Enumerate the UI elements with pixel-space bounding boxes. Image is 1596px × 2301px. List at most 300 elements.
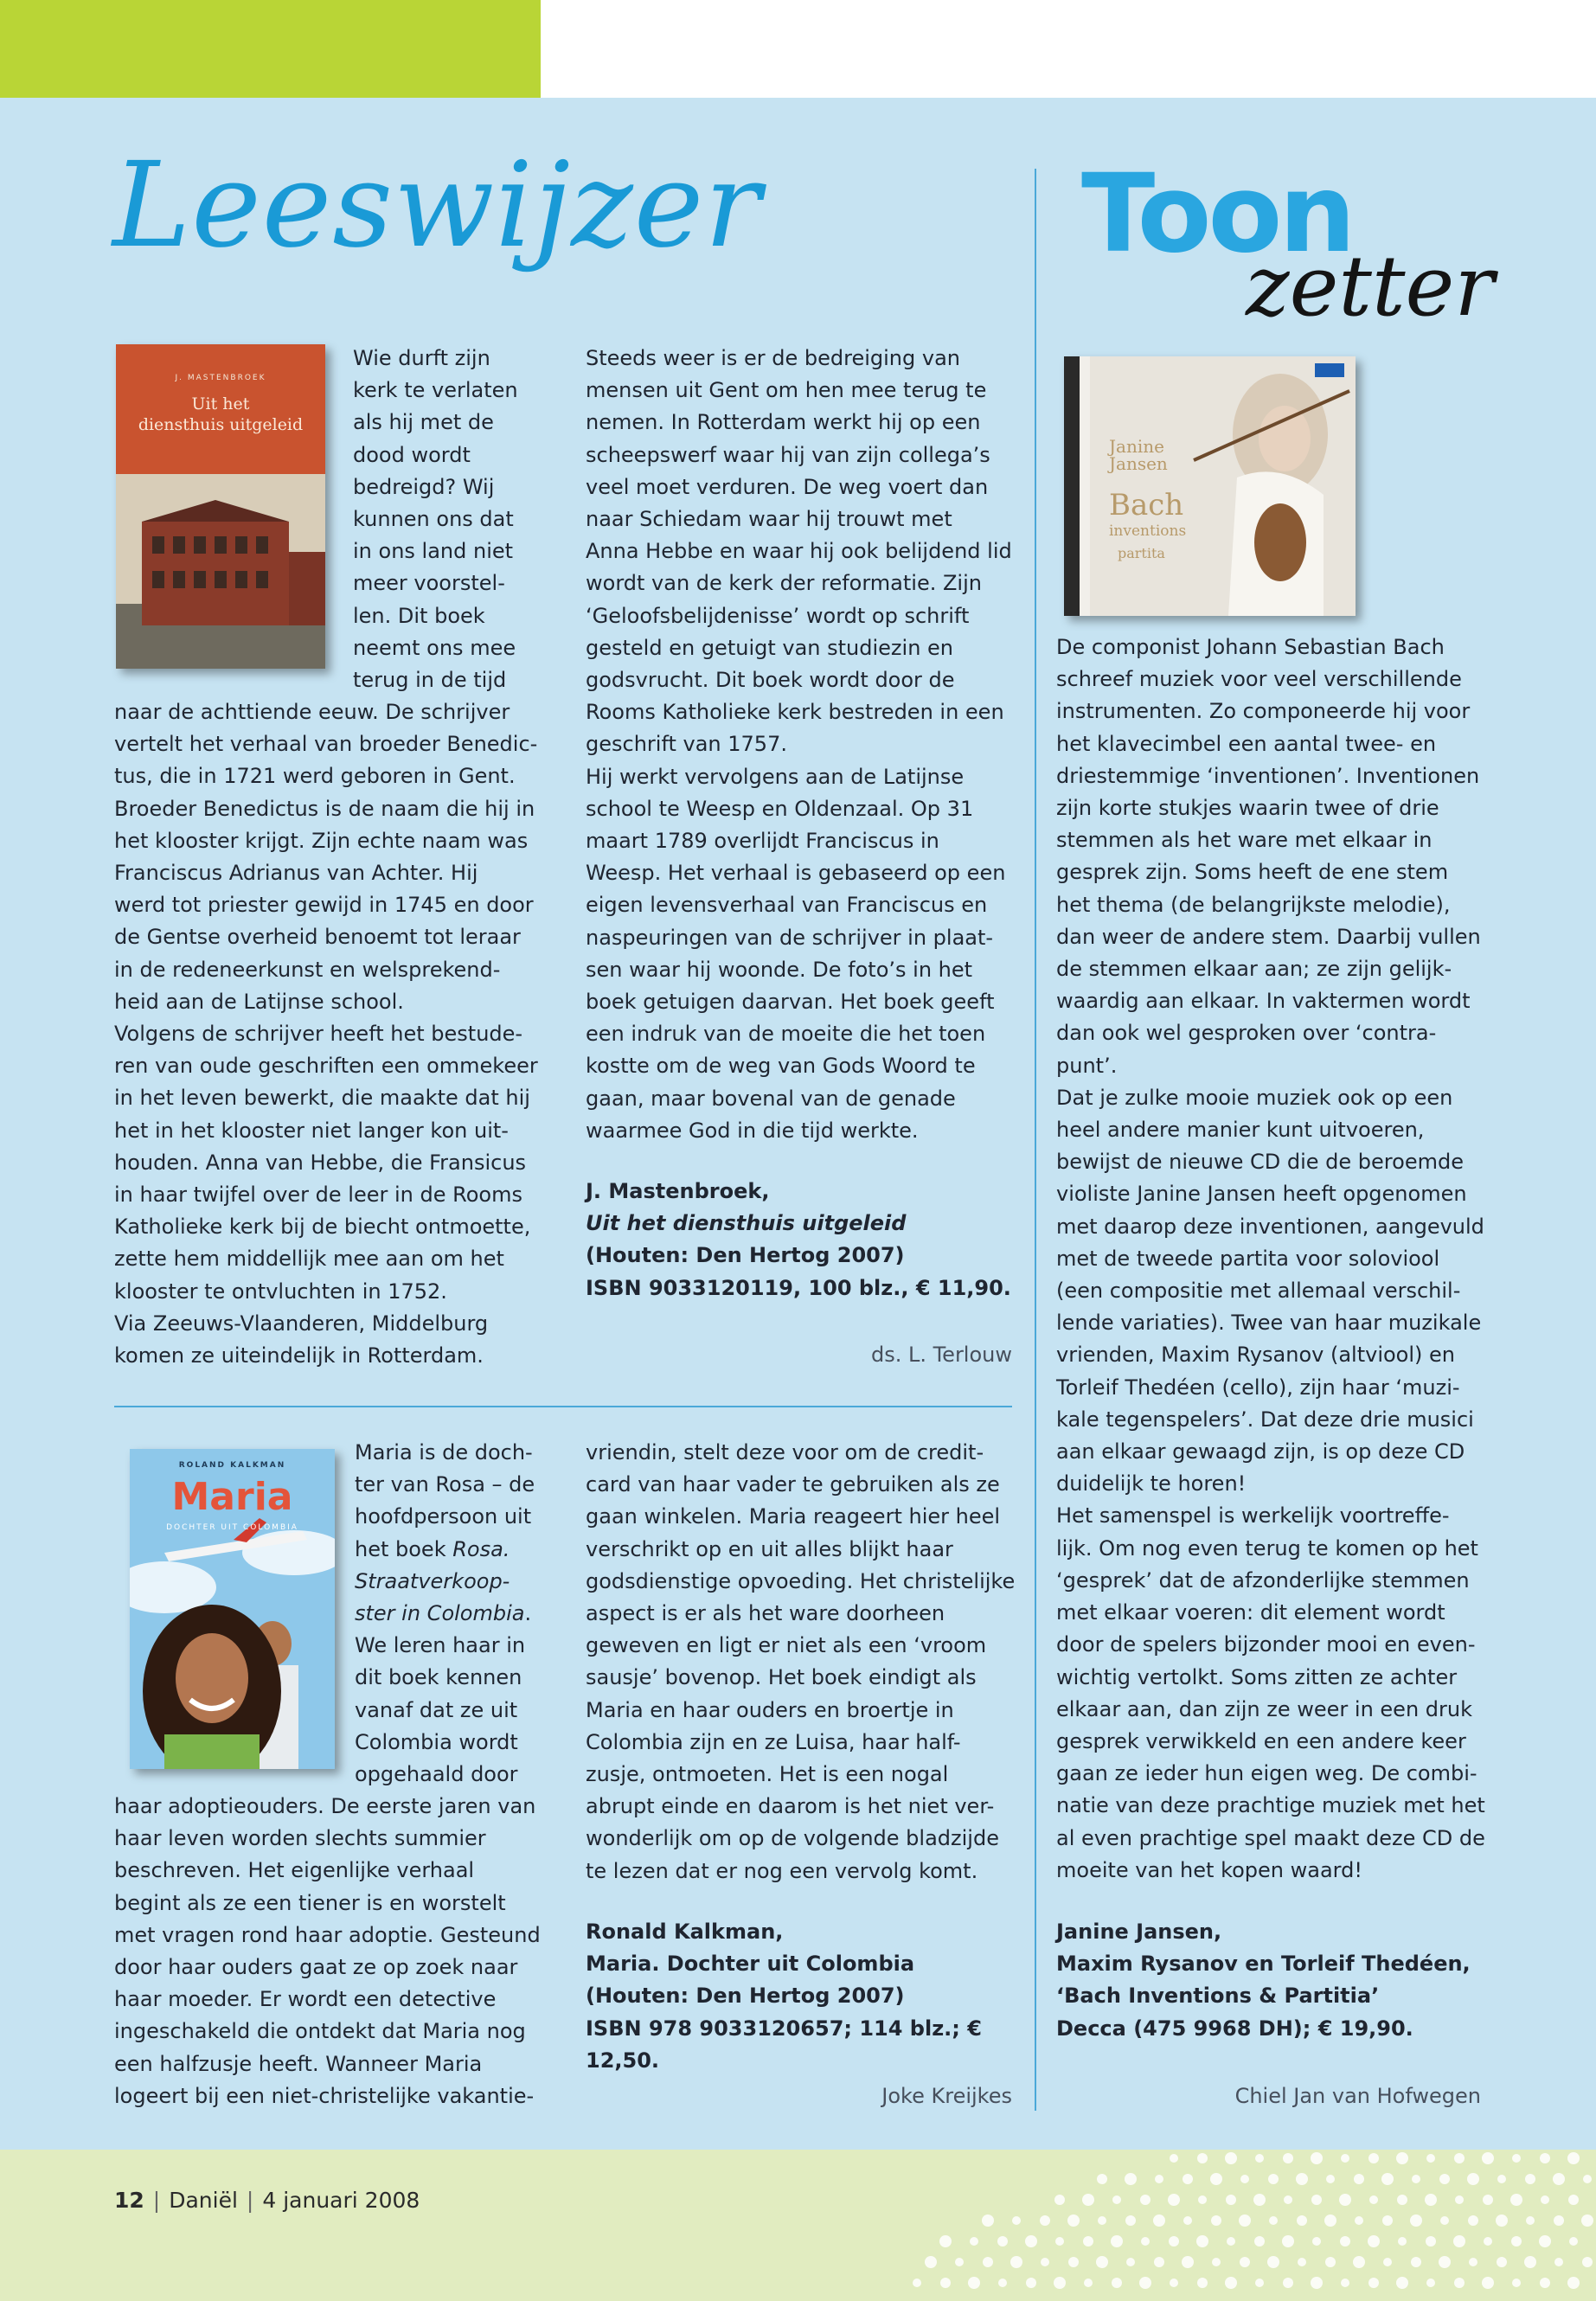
text-line: Colombia wordt	[355, 1729, 518, 1754]
decorative-dot	[1354, 2174, 1364, 2184]
decorative-dot	[997, 2236, 1008, 2247]
text-line: (een compositie met allemaal verschil-	[1056, 1279, 1461, 1304]
text-line: geweven en ligt er niet als een ‘vroom	[586, 1633, 987, 1658]
decorative-dot	[1396, 2277, 1408, 2289]
decorative-dot	[1540, 2153, 1550, 2163]
text-line: gaan ze ieder hun eigen weg. De combi-	[1056, 1761, 1477, 1786]
decorative-dot	[983, 2257, 993, 2267]
decorative-dot	[1353, 2256, 1365, 2268]
text-line: gesprek zijn. Soms heeft de ene stem	[1056, 860, 1449, 885]
decorative-dot	[1541, 2195, 1549, 2204]
text-line: al even prachtige spel maakt deze CD de	[1056, 1825, 1485, 1850]
decorative-dot	[1454, 2153, 1465, 2163]
text-line: verschrikt op en uit alles blijkt haar	[586, 1536, 953, 1561]
text-line: vrienden, Maxim Rysanov (altviool) en	[1056, 1343, 1456, 1368]
decorative-dot	[1382, 2215, 1393, 2226]
decorative-dot	[998, 2279, 1007, 2287]
top-bar-green	[0, 0, 541, 98]
text-fragment: .	[524, 1601, 532, 1626]
decorative-dot	[1097, 2174, 1107, 2184]
cd-cover-bach	[1064, 356, 1356, 616]
text-line: card van haar vader te gebruiken als ze	[586, 1472, 1000, 1497]
credit-author: Ronald Kalkman,	[586, 1920, 784, 1944]
cd-artist-line1: Janine	[1109, 436, 1164, 457]
text-line: duidelijk te horen!	[1056, 1471, 1247, 1497]
cover-title-line2: diensthuis uitgeleid	[138, 415, 304, 434]
decorative-dot	[1283, 2153, 1293, 2163]
decorative-dot	[1326, 2175, 1335, 2183]
text-line: aspect is er als het ware doorheen	[586, 1601, 945, 1626]
decorative-dot	[1582, 2257, 1593, 2267]
credit-publisher: (Houten: Den Hertog 2007)	[586, 1984, 905, 2009]
decorative-dot	[1098, 2216, 1106, 2225]
decorative-dot	[1196, 2235, 1208, 2247]
text-line: maart 1789 overlijdt Franciscus in	[586, 829, 939, 854]
decorative-dot	[1297, 2215, 1307, 2226]
text-line: school te Weesp en Oldenzaal. Op 31	[586, 796, 974, 821]
decorative-dot	[1254, 2236, 1265, 2247]
text-line: stemmen als het ware met elkaar in	[1056, 828, 1433, 853]
decorative-dot	[1268, 2174, 1279, 2184]
decorative-dot	[1112, 2195, 1121, 2204]
decorative-dot	[1340, 2236, 1350, 2247]
text-line: Het samenspel is werkelijk voortreffe-	[1056, 1503, 1450, 1529]
decorative-dot	[1240, 2257, 1250, 2267]
text-line: bewijst de nieuwe CD die de beroemde	[1056, 1150, 1464, 1175]
text-line: Torleif Thedéen (cello), zijn haar ‘muzi-	[1056, 1375, 1460, 1400]
decorative-dot	[1426, 2279, 1435, 2287]
decorative-dot	[1170, 2154, 1178, 2163]
text-line: ‘gesprek’ dat de afzonderlijke stemmen	[1056, 1567, 1470, 1593]
text-line: een halfzusje heeft. Wanneer Maria	[114, 2051, 483, 2076]
logo-word-toon: Toon	[1081, 151, 1353, 277]
text-line: Rooms Katholieke kerk bestreden in een	[586, 700, 1004, 725]
decorative-dot	[1524, 2256, 1536, 2268]
decorative-dot	[1540, 2278, 1550, 2288]
text-line: Volgens de schrijver heeft het bestude-	[114, 1022, 523, 1047]
text-line: werd tot priester gewijd in 1745 en door	[114, 893, 534, 918]
decorative-dot	[1141, 2237, 1150, 2246]
review3-credit	[1056, 1916, 1489, 2045]
decorative-dot	[1482, 2277, 1494, 2289]
credit-artist: Janine Jansen,	[1056, 1920, 1222, 1944]
text-line: scheepswerf waar hij van zijn collega’s	[586, 442, 990, 467]
decorative-dot	[1554, 2258, 1563, 2266]
column-divider	[1035, 169, 1036, 2111]
credit-label: Decca (475 9968 DH); € 19,90.	[1056, 2016, 1413, 2041]
text-line: het in het klooster niet langer kon uit-	[114, 1118, 509, 1143]
decorative-dot	[1467, 2173, 1479, 2185]
decorative-dot	[1239, 2214, 1251, 2227]
logo-word-zetter: zetter	[1246, 238, 1495, 335]
decorative-dot	[913, 2279, 921, 2287]
text-line: Maria en haar ouders en broertje in	[586, 1697, 954, 1722]
footer-separator: |	[152, 2188, 161, 2213]
review1-col2-text	[586, 343, 1018, 1147]
decorative-dot	[1381, 2173, 1394, 2185]
text-line: mensen uit Gent om hen mee terug te	[586, 378, 987, 403]
decorative-dot	[1210, 2173, 1222, 2185]
decorative-dot	[955, 2258, 964, 2266]
text-line: beschreven. Het eigenlijke verhaal	[114, 1858, 475, 1883]
cover-author: J. MASTENBROEK	[175, 374, 266, 382]
decorative-dot	[1054, 2277, 1066, 2289]
decorative-dot	[1567, 2152, 1580, 2164]
decorative-dot	[1369, 2195, 1378, 2204]
decorative-dot	[1055, 2237, 1064, 2246]
decorative-dot	[1439, 2256, 1451, 2268]
text-line: Franciscus Adrianus van Achter. Hij	[114, 861, 478, 886]
text-line: terug in de tijd	[353, 668, 507, 693]
text-line	[355, 1598, 554, 1630]
text-line: violiste Janine Jansen heeft opgenomen	[1056, 1182, 1467, 1207]
text-line: met daarop deze inventionen, aangevuld	[1056, 1214, 1484, 1239]
text-line: naar de achttiende eeuw. De schrijver	[114, 700, 510, 724]
decorative-dot	[1269, 2216, 1278, 2225]
decorative-dot	[1139, 2277, 1151, 2289]
decorative-dot	[1511, 2236, 1522, 2247]
footer-separator: |	[246, 2188, 254, 2213]
text-line: lende variaties). Twee van haar muzikale	[1056, 1311, 1482, 1336]
text-line: meer voorstel-	[353, 571, 505, 596]
text-line: in haar twijfel over de leer in de Rooms	[114, 1183, 522, 1208]
decorative-dot	[1255, 2154, 1264, 2163]
text-line: wichtig vertolkt. Soms zitten ze achter	[1056, 1664, 1458, 1689]
cd-title-inventions: inventions	[1109, 522, 1187, 540]
decorative-dot	[1324, 2214, 1336, 2227]
decorative-dot	[1355, 2216, 1363, 2225]
text-line: opgehaald door	[355, 1762, 518, 1787]
text-line: wonderlijk om op de volgende bladzijde	[586, 1826, 999, 1851]
text-line: te lezen dat er nog een vervolg komt.	[586, 1858, 978, 1883]
text-line: klooster te ontvluchten in 1752.	[114, 1279, 447, 1304]
text-line: vertelt het verhaal van broeder Benedic-	[114, 732, 538, 757]
decorative-dot	[1155, 2175, 1163, 2183]
text-line: met elkaar voeren: dit element wordt	[1056, 1600, 1445, 1625]
text-line: sen waar hij woonde. De foto’s in het	[586, 957, 973, 982]
decorative-dot	[1453, 2235, 1465, 2247]
decorative-dot	[1240, 2175, 1249, 2183]
text-line: sausje’ bovenop. Het boek eindigt als	[586, 1665, 977, 1690]
text-line: door de spelers bijzonder mooi en even-	[1056, 1632, 1476, 1657]
text-line: de stemmen elkaar aan; ze zijn gelijk-	[1056, 957, 1452, 982]
decorative-dot	[1482, 2152, 1494, 2164]
text-line: ren van oude geschriften een ommekeer	[114, 1054, 538, 1079]
text-line: neemt ons mee	[353, 635, 516, 660]
text-line: geschrift van 1757.	[586, 732, 787, 757]
section-divider	[114, 1406, 1012, 1407]
decorative-dot	[1225, 2152, 1237, 2164]
text-line: nemen. In Rotterdam werkt hij op een	[586, 410, 981, 435]
decorative-dot	[1553, 2173, 1565, 2185]
text-line: haar moeder. Er wordt een detective	[114, 1987, 497, 2012]
decorative-dot	[1067, 2214, 1080, 2227]
book-cover-diensthuis	[116, 344, 325, 669]
text-line: Hij werkt vervolgens aan de Latijnse	[586, 764, 965, 789]
decorative-dot	[1311, 2152, 1323, 2164]
review2-credit	[586, 1916, 1018, 2077]
decorative-dot	[1468, 2215, 1478, 2226]
text-line: waardig aan elkaar. In vaktermen wordt	[1056, 989, 1471, 1014]
review1-signature: ds. L. Terlouw	[870, 1343, 1012, 1367]
decorative-dot	[1397, 2195, 1407, 2205]
text-line: schreef muziek voor veel verschillende	[1056, 667, 1462, 692]
decorative-dot	[1084, 2279, 1093, 2287]
decorative-dot	[1484, 2237, 1492, 2246]
decorative-dot	[1197, 2278, 1208, 2288]
text-line: lijk. Om nog even terug te komen op het	[1056, 1535, 1478, 1561]
decorative-dot	[1125, 2173, 1137, 2185]
text-line: dan ook wel gesproken over ‘contra-	[1056, 1021, 1437, 1046]
decorative-dot	[1041, 2258, 1049, 2266]
text-line: kerk te verlaten	[353, 378, 518, 403]
decorative-dot	[1255, 2279, 1264, 2287]
text-line: begint als ze een tiener is en worstelt	[114, 1890, 506, 1915]
decorative-dot	[1469, 2258, 1477, 2266]
decorative-dot	[1568, 2195, 1579, 2205]
decorative-dot	[1567, 2277, 1580, 2289]
text-line: aan elkaar gewaagd zijn, is op deze CD	[1056, 1439, 1465, 1465]
review3-col3-text	[1056, 631, 1489, 1887]
page-number: 12	[114, 2188, 144, 2213]
text-line: zijn korte stukjes waarin twee of drie	[1056, 796, 1439, 821]
decorative-dot	[1426, 2236, 1436, 2247]
cd-cover-illustration	[1064, 356, 1356, 616]
text-line: als hij met de	[353, 410, 494, 435]
text-line: Colombia zijn en ze Luisa, haar half-	[586, 1729, 961, 1754]
decorative-dot	[940, 2278, 951, 2288]
decorative-dot	[1497, 2257, 1507, 2267]
text-line: eigen levensverhaal van Franciscus en	[586, 893, 988, 918]
text-line: bedreigd? Wij	[353, 474, 495, 499]
credit-title: ‘Bach Inventions & Partitia’	[1056, 1984, 1380, 2009]
decorative-dot	[1068, 2257, 1079, 2267]
text-line: haar leven worden slechts summier	[114, 1826, 486, 1851]
decorative-dot	[1083, 2236, 1093, 2247]
credit-isbn: ISBN 9033120119, 100 blz., € 11,90.	[586, 1275, 1011, 1300]
decorative-dot	[1183, 2216, 1192, 2225]
decorative-dot	[1054, 2195, 1065, 2205]
text-line: gesprek verwikkeld en een andere keer	[1056, 1728, 1466, 1753]
text-line: de Gentse overheid benoemt tot leraar	[114, 925, 521, 950]
text-line: Weesp. Het verhaal is gebaseerd op een	[586, 861, 1006, 886]
text-line: elkaar aan, dan zijn ze weer in een druk	[1056, 1696, 1472, 1721]
decorative-dot	[1282, 2235, 1294, 2247]
decorative-dot	[1212, 2258, 1221, 2266]
text-line: len. Dit boek	[353, 603, 485, 628]
text-line: door haar ouders gaat ze op zoek naar	[114, 1955, 518, 1980]
text-line: De componist Johann Sebastian Bach	[1056, 635, 1445, 659]
text-line: vanaf dat ze uit	[355, 1697, 518, 1722]
decorative-dot	[1396, 2152, 1408, 2164]
decorative-dot	[1583, 2175, 1592, 2183]
text-line: natie van deze prachtige muziek met het	[1056, 1793, 1485, 1818]
text-line: tus, die in 1721 werd geboren in Gent.	[114, 764, 516, 789]
decorative-dot	[1025, 2235, 1037, 2247]
text-line: ingeschakeld die ontdekt dat Maria nog	[114, 2019, 526, 2044]
decorative-dot	[1154, 2257, 1164, 2267]
text-line: moeite van het kopen waard!	[1056, 1857, 1362, 1882]
decorative-dot	[1096, 2256, 1108, 2268]
text-line: zette hem middellijk mee aan om het	[114, 1247, 504, 1272]
text-line: godsdienstige opvoeding. Het christelijke	[586, 1568, 1016, 1593]
decorative-dot	[1512, 2154, 1521, 2163]
decorative-dot	[1325, 2257, 1336, 2267]
book-title-fragment: Straatverkoop-	[355, 1568, 510, 1593]
text-line: logeert bij een niet-christelijke vakantie-	[114, 2083, 535, 2108]
text-line: gesteld en getuigt van studiezin en	[586, 635, 954, 660]
decorative-dot	[1082, 2194, 1094, 2206]
text-line: ter van Rosa – de	[355, 1472, 535, 1497]
text-line: instrumenten. Zo componeerde hij voor	[1056, 699, 1471, 724]
text-line: punt’.	[1056, 1053, 1118, 1078]
decorative-dot	[1140, 2195, 1151, 2205]
decorative-dot	[1111, 2235, 1123, 2247]
text-line: Broeder Benedictus is de naam die hij in	[114, 796, 535, 821]
text-line: met vragen rond haar adoptie. Gesteund	[114, 1922, 541, 1947]
review3-signature: Chiel Jan van Hofwegen	[1234, 2084, 1481, 2108]
text-line: wordt van de kerk der reformatie. Zijn	[586, 571, 982, 596]
decorative-dot	[1253, 2194, 1266, 2206]
decorative-dot	[1412, 2175, 1420, 2183]
decorative-dot	[925, 2256, 937, 2268]
decorative-dot	[1411, 2257, 1421, 2267]
decorative-dot	[1525, 2174, 1535, 2184]
text-line: zusje, ontmoeten. Het is een nogal	[586, 1762, 949, 1787]
decorative-dot	[1398, 2237, 1407, 2246]
credit-performers: Maxim Rysanov en Torleif Thedéen,	[1056, 1952, 1471, 1977]
decorative-dot	[1267, 2256, 1279, 2268]
decorative-dot	[1284, 2195, 1292, 2204]
decorative-dot	[1510, 2194, 1522, 2206]
text-line: driestemmige ‘inventionen’. Inventionen	[1056, 763, 1480, 788]
credit-title: Maria. Dochter uit Colombia	[586, 1952, 915, 1977]
decorative-dot	[1183, 2174, 1193, 2184]
text-line: het thema (de belangrijkste melodie),	[1056, 892, 1451, 917]
decorative-dot	[1211, 2215, 1221, 2226]
cover-title: Maria	[171, 1475, 293, 1519]
decorative-dot	[1153, 2214, 1165, 2227]
decorative-dot	[970, 2237, 978, 2246]
decorative-dot	[982, 2214, 994, 2227]
text-line: in de redeneerkunst en welsprekend-	[114, 957, 501, 982]
text-line: Maria is de doch-	[355, 1440, 533, 1465]
decorative-dot	[1040, 2215, 1050, 2226]
text-line: kale tegenspelers’. Dat deze drie musici	[1056, 1407, 1474, 1432]
decorative-dot	[1170, 2279, 1178, 2287]
decorative-dot	[1440, 2216, 1449, 2225]
text-line	[355, 1534, 554, 1566]
decorative-dot	[1483, 2195, 1493, 2205]
text-line: heid aan de Latijnse school.	[114, 989, 404, 1014]
decorative-dot	[1341, 2154, 1349, 2163]
text-line: Wie durft zijn	[353, 346, 490, 370]
decorative-dot	[1125, 2215, 1136, 2226]
credit-author: J. Mastenbroek,	[586, 1179, 770, 1203]
decorative-dot	[1569, 2237, 1578, 2246]
text-line: dit boek kennen	[355, 1665, 522, 1690]
text-line: kostte om de weg van Gods Woord te	[586, 1054, 976, 1079]
review2-signature: Joke Kreijkes	[881, 2084, 1012, 2108]
text-line: boek getuigen daarvan. Het boek geeft	[586, 990, 995, 1015]
decorative-dot	[1554, 2215, 1564, 2226]
review1-credit	[586, 1176, 1018, 1304]
cd-title-bach: Bach	[1109, 488, 1184, 522]
text-line: vriendin, stelt deze voor om de credit-	[586, 1440, 984, 1465]
decorative-dot	[1169, 2236, 1179, 2247]
decorative-dot	[1197, 2153, 1208, 2163]
text-line: waarmee God in die tijd werkte.	[586, 1118, 919, 1143]
decorative-dot	[1339, 2194, 1351, 2206]
decorative-dot	[1496, 2214, 1508, 2227]
credit-isbn: ISBN 978 9033120657; 114 blz.; € 12,50.	[586, 2016, 982, 2073]
text-line: komen ze uiteindelijk in Rotterdam.	[114, 1343, 484, 1368]
decorative-dot	[939, 2235, 952, 2247]
decorative-dot	[1341, 2279, 1349, 2287]
decorative-dot	[1368, 2153, 1379, 2163]
decorative-dot	[1226, 2195, 1236, 2205]
decorative-dot	[1198, 2195, 1207, 2204]
review1-wrap-text	[353, 343, 552, 696]
decorative-dot	[1368, 2278, 1379, 2288]
decorative-dot	[1225, 2277, 1237, 2289]
toonzetter-logo	[1081, 151, 1495, 335]
text-line: in ons land niet	[353, 539, 514, 564]
text-line: abrupt einde en daarom is het niet ver-	[586, 1794, 995, 1819]
decorative-dot	[1182, 2256, 1194, 2268]
decorative-dot	[1010, 2256, 1022, 2268]
cover-building-illustration	[116, 344, 325, 669]
cover-subtitle: DOCHTER UIT COLOMBIA	[166, 1523, 298, 1532]
decorative-dot	[1298, 2258, 1306, 2266]
text-line: Dat je zulke mooie muziek ook op een	[1056, 1085, 1453, 1110]
review2-col1-text	[114, 1791, 547, 2112]
text-line: Anna Hebbe en waar hij ook belijdend lid	[586, 539, 1012, 564]
text-line: hoofdpersoon uit	[355, 1504, 532, 1529]
text-line: ‘Geloofsbelijdenisse’ wordt op schrift	[586, 603, 970, 628]
text-line: Via Zeeuws-Vlaanderen, Middelburg	[114, 1311, 489, 1336]
text-line: dan weer de andere stem. Daarbij vullen	[1056, 924, 1481, 949]
text-line: godsvrucht. Dit boek wordt door de	[586, 668, 955, 693]
text-line: naspeuringen van de schrijver in plaat-	[586, 925, 994, 950]
text-line: dood wordt	[353, 442, 471, 467]
text-fragment: het boek	[355, 1536, 453, 1561]
cd-artist-line2: Jansen	[1109, 453, 1168, 474]
decorative-dot	[1512, 2279, 1521, 2287]
text-line: gaan winkelen. Maria reageert hier heel	[586, 1504, 1001, 1529]
decorative-dot	[1296, 2173, 1308, 2185]
book-title-fragment: Rosa.	[452, 1536, 510, 1561]
issue-date: 4 januari 2008	[262, 2188, 420, 2213]
decorative-dot	[1455, 2195, 1464, 2204]
book-title-fragment: ster in Colombia	[355, 1601, 525, 1626]
text-line: kunnen ons dat	[353, 507, 514, 532]
text-line: naar Schiedam waar hij trouwt met	[586, 507, 952, 532]
decorative-dot	[1439, 2174, 1450, 2184]
magazine-name: Daniël	[169, 2188, 238, 2213]
review2-col2-text	[586, 1437, 1018, 1888]
text-line: We leren haar in	[355, 1633, 526, 1658]
page-title: Leeswijzer	[112, 138, 762, 274]
credit-publisher: (Houten: Den Hertog 2007)	[586, 1243, 905, 1268]
decorative-dot	[1410, 2214, 1422, 2227]
book-cover-maria	[130, 1449, 335, 1769]
decorative-dot	[1283, 2278, 1293, 2288]
decorative-dot	[1497, 2175, 1506, 2183]
decorative-dot	[1368, 2235, 1380, 2247]
decorative-dots	[0, 2150, 1596, 2301]
text-line: Steeds weer is er de bedreiging van	[586, 346, 960, 370]
